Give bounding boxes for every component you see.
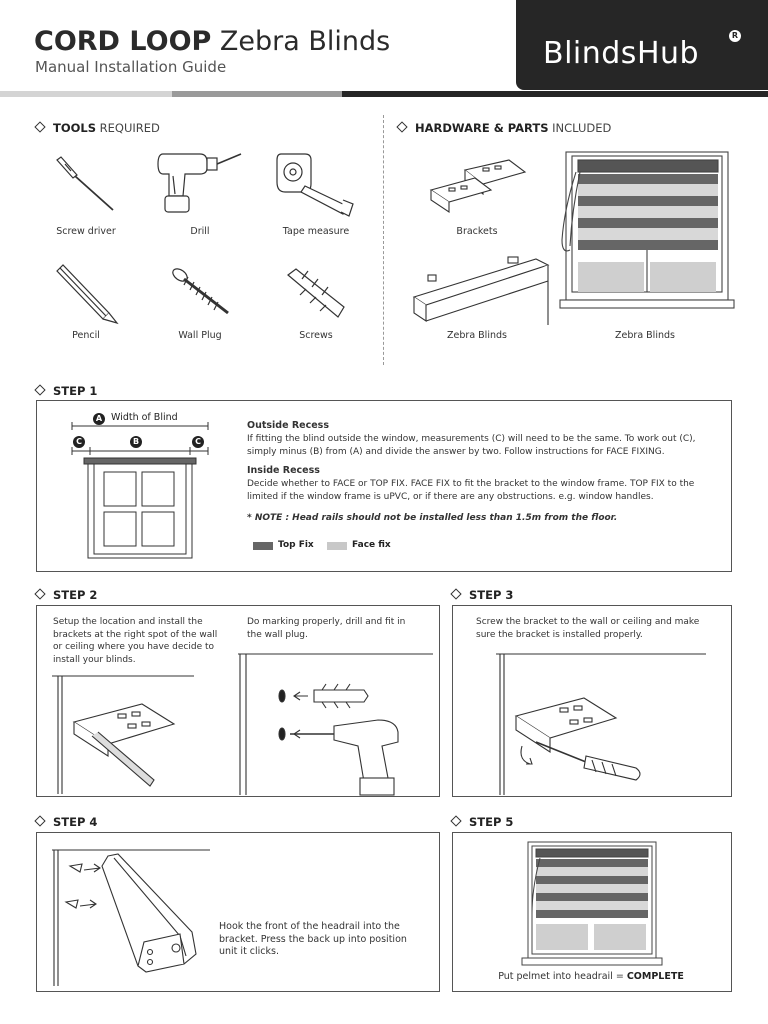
registered-mark: R	[729, 30, 741, 42]
tool-label: Drill	[190, 226, 210, 237]
step-2-text-right: Do marking properly, drill and fit in the wall plug.	[247, 617, 406, 640]
step-5-heading: STEP 5	[452, 815, 513, 829]
step-4-heading: STEP 4	[36, 815, 97, 829]
step-3-text: Screw the bracket to the wall or ceiling and make sure the bracket is installed properly.	[476, 617, 700, 640]
finished-blind-illustration	[522, 838, 662, 966]
hardware-label: Brackets	[456, 226, 498, 237]
tools-heading: TOOLS REQUIRED	[36, 121, 160, 135]
drill-wall-illustration	[238, 650, 433, 795]
diamond-icon	[34, 588, 45, 599]
hardware-heading: HARDWARE & PARTS INCLUDED	[398, 121, 611, 135]
drill-icon	[155, 148, 245, 220]
hardware-label: Zebra Blinds	[447, 330, 507, 341]
diamond-icon	[34, 121, 45, 132]
diamond-icon	[34, 384, 45, 395]
inside-recess-title: Inside Recess	[247, 465, 320, 476]
screws-icon	[282, 265, 352, 323]
pencil-icon	[55, 263, 120, 323]
brackets-icon	[425, 158, 530, 213]
face-fix-swatch	[327, 542, 347, 550]
tool-label: Screw driver	[56, 226, 116, 237]
step-2-text-left: Setup the location and install the brackets at the right spot of the wall or ceiling where you have decide to install your blinds.	[53, 617, 218, 665]
header-bar-light	[0, 91, 172, 97]
page-subtitle: Manual Installation Guide	[35, 58, 227, 76]
diamond-icon	[450, 815, 461, 826]
tape-measure-icon	[275, 148, 360, 220]
tool-label: Wall Plug	[178, 330, 222, 341]
marker-a: A	[93, 413, 105, 425]
measurement-diagram	[60, 410, 220, 560]
headrail-hook-illustration	[52, 846, 212, 986]
screwdriver-icon	[55, 155, 120, 215]
step-2-heading: STEP 2	[36, 588, 97, 602]
tool-label: Screws	[299, 330, 333, 341]
outside-recess-title: Outside Recess	[247, 420, 329, 431]
wall-plug-icon	[170, 265, 235, 325]
headrail-icon	[410, 255, 555, 327]
legend-top-fix: Top Fix	[278, 540, 314, 550]
marker-b: B	[130, 436, 142, 448]
header-bar-dark	[342, 91, 768, 97]
width-of-blind-label: Width of Blind	[111, 412, 178, 423]
diamond-icon	[396, 121, 407, 132]
marker-c-left: C	[73, 436, 85, 448]
step-1-heading: STEP 1	[36, 384, 97, 398]
window-blind-icon	[558, 150, 736, 322]
marker-c-right: C	[192, 436, 204, 448]
tool-label: Tape measure	[282, 226, 350, 237]
outside-recess-text: If fitting the blind outside the window, measurements (C) will need to be the same. To work out (C), simply minus (B) from (A) and divide the answer by two. Follow instructions for FACE FIXING.	[247, 434, 696, 457]
bracket-install-illustration	[52, 672, 197, 794]
installation-note: * NOTE : Head rails should not be installed less than 1.5m from the floor.	[247, 513, 618, 523]
step-4-text: Hook the front of the headrail into the bracket. Press the back up into position unit it clicks.	[219, 921, 407, 957]
diamond-icon	[34, 815, 45, 826]
section-divider	[383, 115, 384, 365]
step-3-heading: STEP 3	[452, 588, 513, 602]
header-bar-mid	[172, 91, 342, 97]
screw-bracket-illustration	[466, 650, 711, 795]
diamond-icon	[450, 588, 461, 599]
top-fix-swatch	[253, 542, 273, 550]
step-5-text: Put pelmet into headrail = COMPLETE	[498, 971, 684, 982]
page-title: CORD LOOP Zebra Blinds	[34, 26, 391, 57]
legend-face-fix: Face fix	[352, 540, 391, 550]
brand-logo: BlindsHub	[543, 36, 700, 71]
inside-recess-text: Decide whether to FACE or TOP FIX. FACE FIX to fit the bracket to the window frame. TOP FIX to the limited if the window frame is uPVC, or if there are any obstructions. e.g. window handles.	[247, 479, 695, 502]
hardware-label: Zebra Blinds	[615, 330, 675, 341]
tool-label: Pencil	[72, 330, 100, 341]
